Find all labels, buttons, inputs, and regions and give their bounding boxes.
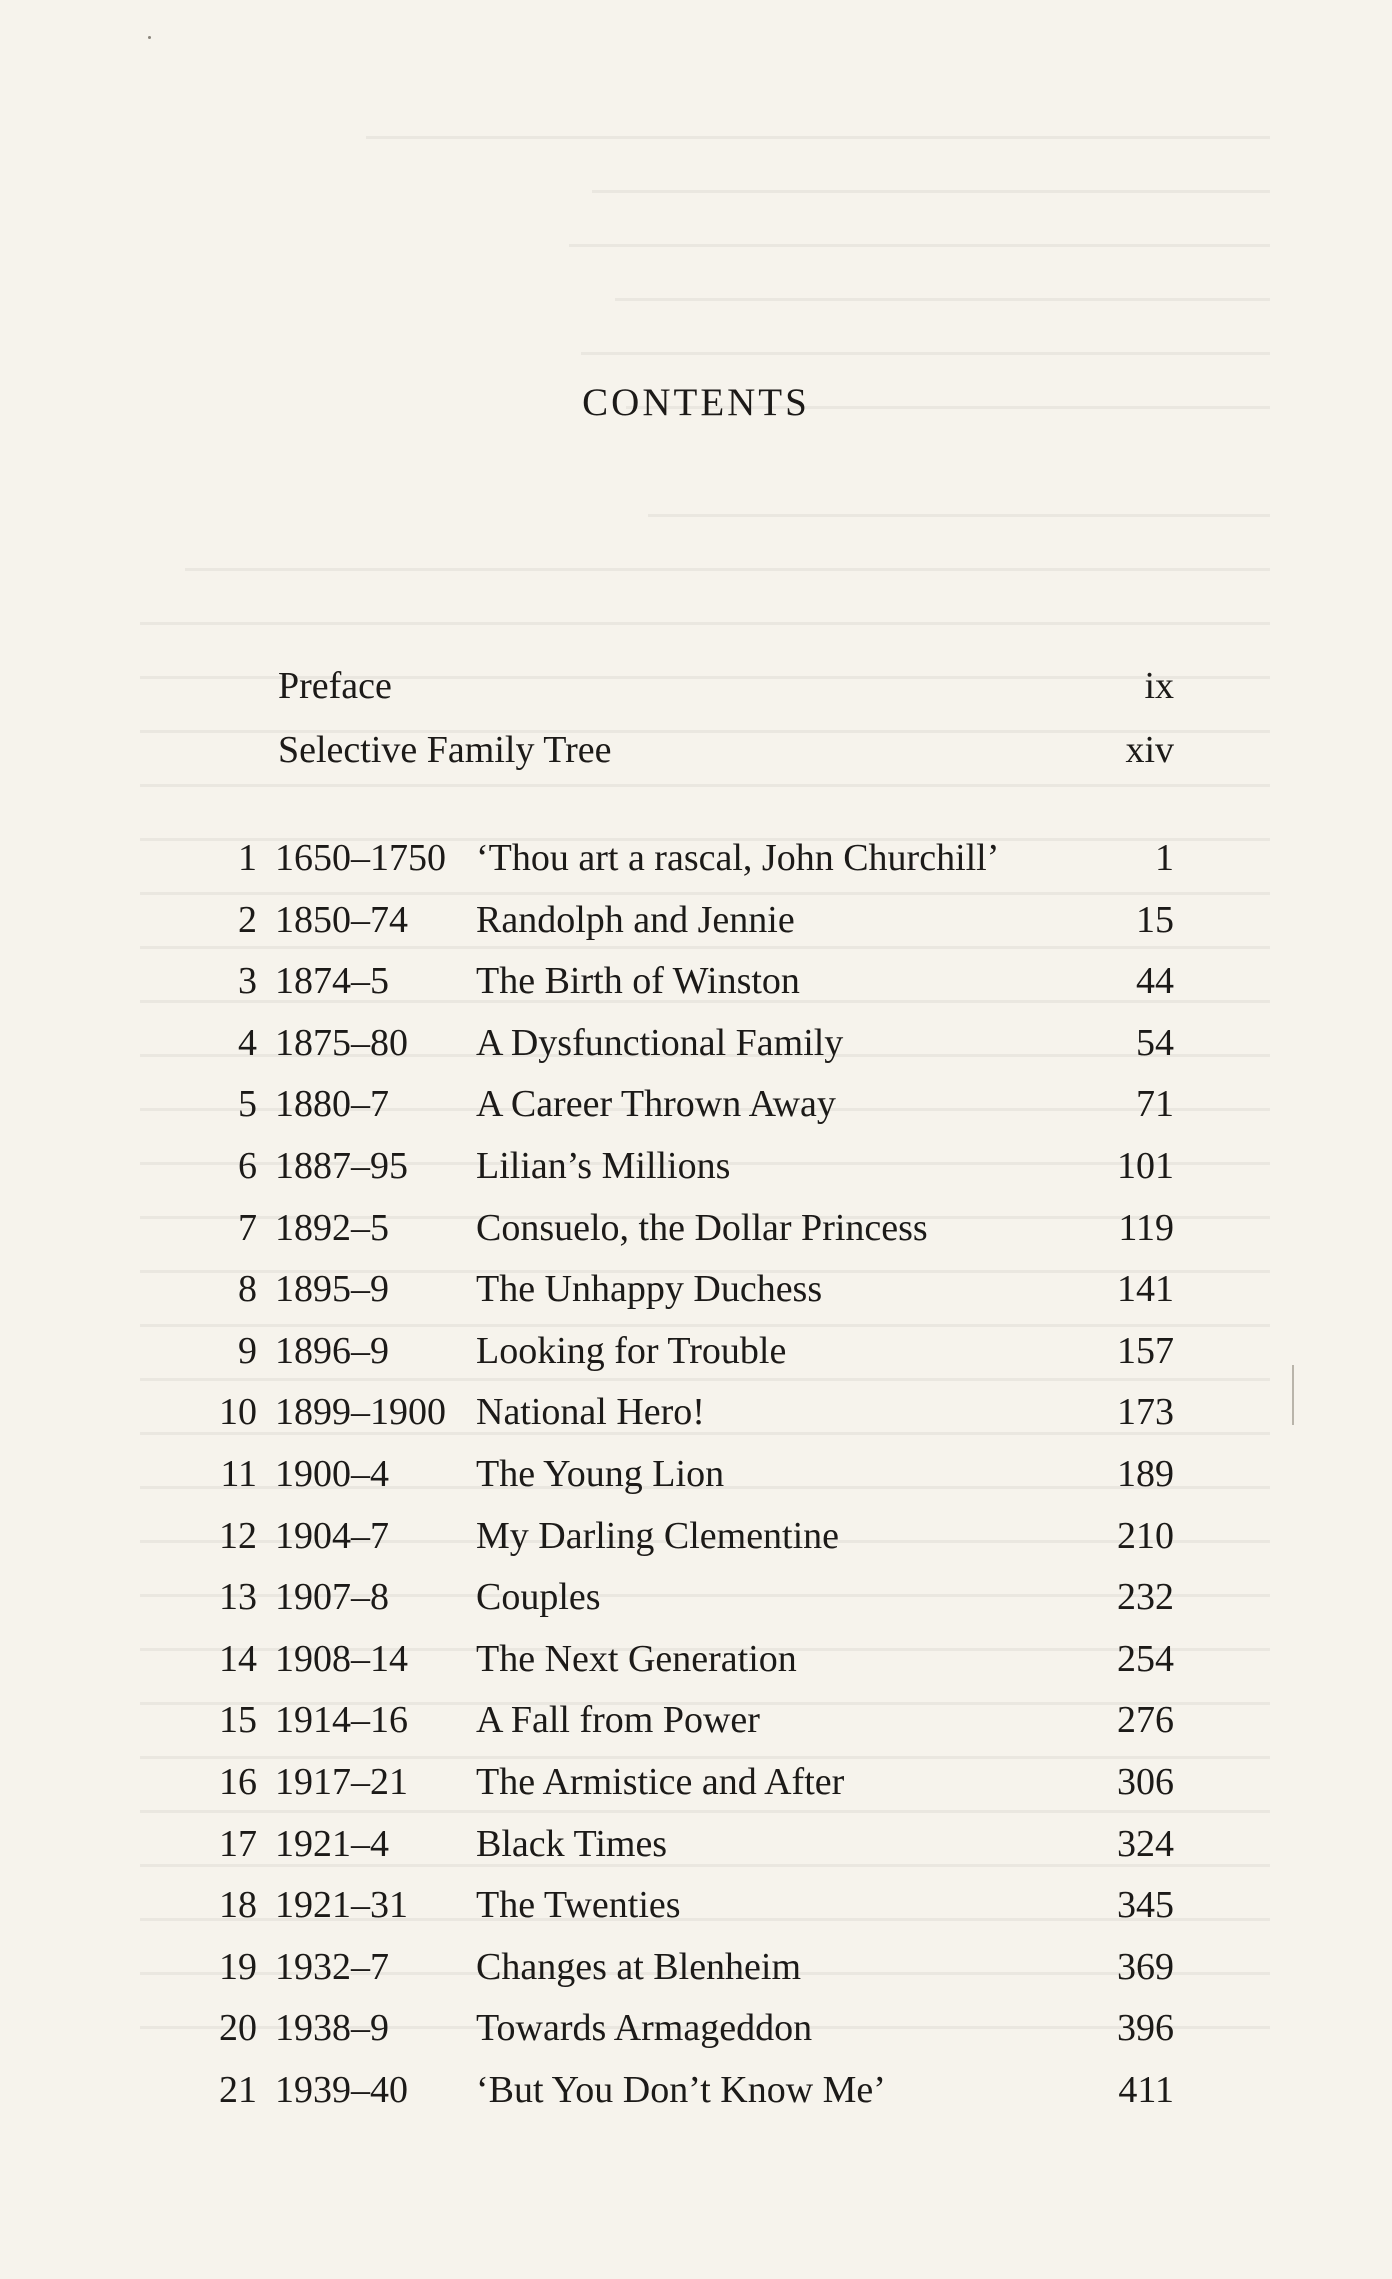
chapter-entry [0,1939,1392,1995]
chapter-number: 6 [238,1145,257,1187]
page-number: 101 [1117,1145,1174,1187]
chapter-title: The Unhappy Duchess [476,1268,823,1310]
page-number: 306 [1117,1761,1174,1803]
chapter-number: 19 [219,1946,257,1988]
chapter-title: The Birth of Winston [476,960,800,1002]
chapter-number: 1 [238,837,257,879]
page-number: 173 [1117,1391,1174,1433]
chapter-entry [0,1384,1392,1440]
front-matter-entry [0,722,1392,778]
chapter-entry [0,892,1392,948]
chapter-title: ‘Thou art a rascal, John Churchill’ [476,837,1000,879]
chapter-number: 20 [219,2007,257,2049]
chapter-dates: 1874–5 [275,960,389,1002]
chapter-number: 8 [238,1268,257,1310]
chapter-title: National Hero! [476,1391,705,1433]
chapter-dates: 1904–7 [275,1515,389,1557]
chapter-entry [0,1261,1392,1317]
chapter-dates: 1908–14 [275,1638,408,1680]
chapter-entry [0,1446,1392,1502]
chapter-title: Lilian’s Millions [476,1145,731,1187]
page-number: 411 [1118,2069,1174,2111]
chapter-dates: 1896–9 [275,1330,389,1372]
chapter-dates: 1921–4 [275,1823,389,1865]
chapter-dates: 1900–4 [275,1453,389,1495]
page-number: xiv [1125,729,1174,771]
chapter-entry [0,1200,1392,1256]
chapter-number: 13 [219,1576,257,1618]
front-matter-entry [0,658,1392,714]
chapter-number: 17 [219,1823,257,1865]
chapter-dates: 1887–95 [275,1145,408,1187]
page-number: 189 [1117,1453,1174,1495]
page-number: 54 [1136,1022,1174,1064]
chapter-title: The Young Lion [476,1453,725,1495]
contents-heading [0,380,1392,425]
page-number: 210 [1117,1515,1174,1557]
page-number: 119 [1118,1207,1174,1249]
page-number: 345 [1117,1884,1174,1926]
chapter-number: 2 [238,899,257,941]
chapter-number: 10 [219,1391,257,1433]
chapter-number: 4 [238,1022,257,1064]
chapter-title: The Next Generation [476,1638,797,1680]
chapter-dates: 1850–74 [275,899,408,941]
chapter-title: A Fall from Power [476,1699,760,1741]
page-number: 15 [1136,899,1174,941]
page-number: 369 [1117,1946,1174,1988]
page-number: 324 [1117,1823,1174,1865]
chapter-dates: 1892–5 [275,1207,389,1249]
entry-title: Selective Family Tree [278,729,612,771]
chapter-dates: 1939–40 [275,2069,408,2111]
page-number: 157 [1117,1330,1174,1372]
chapter-entry [0,1323,1392,1379]
chapter-title: A Career Thrown Away [476,1083,836,1125]
chapter-entry [0,1816,1392,1872]
chapter-entry [0,1692,1392,1748]
entry-title: Preface [278,665,392,707]
chapter-title: Consuelo, the Dollar Princess [476,1207,928,1249]
page-number: 254 [1117,1638,1174,1680]
chapter-dates: 1917–21 [275,1761,408,1803]
chapter-entry [0,2000,1392,2056]
chapter-dates: 1899–1900 [275,1391,446,1433]
chapter-number: 14 [219,1638,257,1680]
chapter-entry [0,953,1392,1009]
page-number: 1 [1155,837,1174,879]
chapter-entry [0,2062,1392,2118]
chapter-dates: 1875–80 [275,1022,408,1064]
page-number: 44 [1136,960,1174,1002]
chapter-title: ‘But You Don’t Know Me’ [476,2069,886,2111]
chapter-entry [0,830,1392,886]
chapter-number: 5 [238,1083,257,1125]
chapter-title: Towards Armageddon [476,2007,813,2049]
chapter-number: 15 [219,1699,257,1741]
chapter-title: The Armistice and After [476,1761,845,1803]
chapter-entry [0,1076,1392,1132]
chapter-number: 21 [219,2069,257,2111]
chapter-dates: 1880–7 [275,1083,389,1125]
chapter-number: 11 [220,1453,257,1495]
page-number: 276 [1117,1699,1174,1741]
page-number: ix [1144,665,1174,707]
chapter-entry [0,1508,1392,1564]
chapter-dates: 1932–7 [275,1946,389,1988]
contents-heading-text: CONTENTS [582,381,810,424]
page-crease-mark [1292,1365,1294,1425]
chapter-entry [0,1015,1392,1071]
chapter-number: 16 [219,1761,257,1803]
chapter-entry [0,1754,1392,1810]
chapter-title: Black Times [476,1823,668,1865]
page-number: 71 [1136,1083,1174,1125]
chapter-entry [0,1631,1392,1687]
chapter-dates: 1650–1750 [275,837,446,879]
chapter-entry [0,1138,1392,1194]
page-number: 141 [1117,1268,1174,1310]
page-number: 396 [1117,2007,1174,2049]
chapter-title: Randolph and Jennie [476,899,795,941]
chapter-dates: 1914–16 [275,1699,408,1741]
chapter-number: 7 [238,1207,257,1249]
chapter-dates: 1895–9 [275,1268,389,1310]
page-number: 232 [1117,1576,1174,1618]
chapter-title: Couples [476,1576,601,1618]
chapter-title: The Twenties [476,1884,681,1926]
chapter-title: Looking for Trouble [476,1330,787,1372]
chapter-number: 3 [238,960,257,1002]
chapter-title: A Dysfunctional Family [476,1022,844,1064]
chapter-title: Changes at Blenheim [476,1946,802,1988]
chapter-title: My Darling Clementine [476,1515,840,1557]
chapter-entry [0,1569,1392,1625]
chapter-number: 18 [219,1884,257,1926]
chapter-number: 12 [219,1515,257,1557]
chapter-number: 9 [238,1330,257,1372]
chapter-dates: 1907–8 [275,1576,389,1618]
chapter-entry [0,1877,1392,1933]
paper-speck [148,36,151,39]
chapter-dates: 1921–31 [275,1884,408,1926]
chapter-dates: 1938–9 [275,2007,389,2049]
